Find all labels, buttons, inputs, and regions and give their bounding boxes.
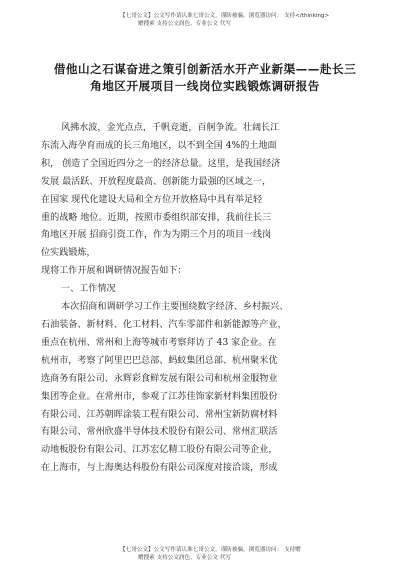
body-line: 在上海市，与上海奥达科股份有限公司深度对接洽谈，形成 [41,463,278,474]
body-line: 动地板股份有限公司、江苏宏亿精工股份有限公司等企业， [41,445,278,456]
body-line: 有限公司、江苏朝晖涂装工程有限公司、常州宝新防腐材料 [41,409,278,420]
body-line: 发展 最活跃、开放程度最高、创新能力最强的区域之一， [41,176,272,187]
body-line: 位实践锻炼， [41,248,96,259]
body-line: 重点在杭州、常州和上海等城市考察拜访了 43 家企业。在 [41,337,277,348]
footer-notice-line-2: 赠搜索 支持公文润色、专业公文 代写 [138,555,232,561]
body-line: 石油装备、新材料、化工材料、汽车零部件和新能源等产业， [41,319,287,330]
body-line: 风拂水波，金光点点，千帆竞逝，百舸争流。壮阔长江 [61,123,280,133]
title-line-2: 角地区开展项目一线岗位实践锻炼调研报告 [90,79,320,93]
body-line: 杭州市，考察了阿里巴巴总部、蚂蚁集团总部、杭州聚米优 [41,355,278,366]
document-body [41,120,371,478]
body-line: 有限公司、常州欣盛半导体技术股份有限公司、常州汇联活 [41,427,278,438]
footer-notice [120,546,370,562]
body-line: 现将工作开展和调研情况报告如下： [41,266,187,277]
body-line: 角地区开展 招商引资工作，作为为期三个月的项目一线岗 [41,230,272,241]
body-line: 集团等企业。在常州市，参观了江苏佳饰家新材料集团股份 [41,391,278,402]
document-title [40,61,370,95]
body-line: 积， 创造了全国近四分之一的经济总量。这里，是我国经济 [41,158,281,169]
header-notice [120,12,370,28]
body-line: 在国家 现代化建设大局和全方位开放格局中具有举足轻 [41,194,263,205]
header-notice-line-2: 赠搜索 支持公文润色、专业公文 代写 [138,21,232,27]
body-line: 选商务有限公司、永辉彩食鲜发展有限公司和杭州金服物业 [41,373,278,384]
body-line: 重的战略 地位。近期，按照市委组织部安排，我前往长三 [41,212,272,223]
footer-notice-line-1: 【七哥公文】公文写作请认准七哥公文，谨防被骗，浏览器访问： 支持赠 [120,547,301,553]
header-notice-line-1: 【七哥公文】公文写作请认准七哥公文，谨防被骗，浏览器访问： 支持</thinking> [120,13,330,19]
body-line: 本次招商和调研学习工作主要围绕数字经济、乡村振兴、 [61,302,289,313]
title-line-1: 借他山之石谋奋进之策引创新活水开产业新渠——赴长三 [53,62,357,76]
section-heading: 一、工作情况 [61,284,116,295]
body-line: 东流入海孕育而成的长三角地区，以不到全国 4%的土地面 [41,140,277,151]
